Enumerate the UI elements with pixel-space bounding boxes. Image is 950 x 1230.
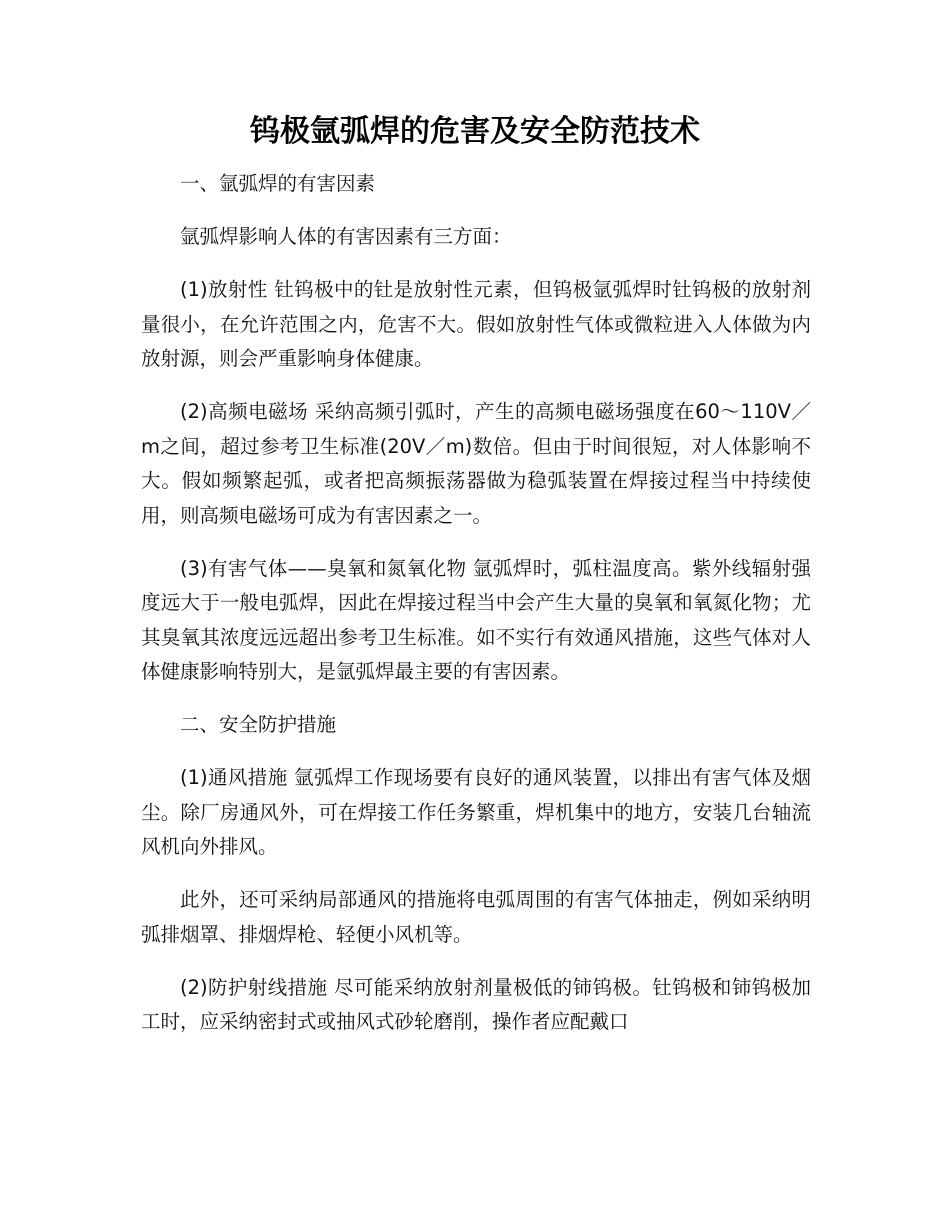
paragraph-radiation-protection: (2)防护射线措施 尽可能采纳放射剂量极低的铈钨极。钍钨极和铈钨极加工时，应采纳密封式或抽风式砂轮磨削，操作者应配戴口 — [141, 975, 811, 1033]
paragraph-high-frequency-field: (2)高频电磁场 采纳高频引弧时，产生的高频电磁场强度在60～110V／m之间，超过参考卫生标准(20V／m)数倍。但由于时间很短，对人体影响不大。假如频繁起弧，或者把高频振荡器做为稳弧装置在焊接过程当中持续使用，则高频电磁场可成为有害因素之一。 — [141, 400, 811, 527]
section-heading-protection: 二、安全防护措施 — [180, 713, 337, 736]
document-title: 钨极氩弧焊的危害及安全防范技术 — [250, 114, 700, 149]
paragraph-radioactivity: (1)放射性 钍钨极中的钍是放射性元素，但钨极氩弧焊时钍钨极的放射剂量很小，在允许范围之内，危害不大。假如放射性气体或微粒进入人体做为内放射源，则会严重影响身体健康。 — [141, 278, 811, 370]
paragraph-ventilation: (1)通风措施 氩弧焊工作现场要有良好的通风装置，以排出有害气体及烟尘。除厂房通风外，可在焊接工作任务繁重，焊机集中的地方，安装几台轴流风机向外排风。 — [141, 766, 811, 858]
paragraph-harmful-gases: (3)有害气体——臭氧和氮氧化物 氩弧焊时，弧柱温度高。紫外线辐射强度远大于一般电弧焊，因此在焊接过程当中会产生大量的臭氧和氧氮化物；尤其臭氧其浓度远远超出参考卫生标准。如不实行有效通风措施，这些气体对人体健康影响特别大，是氩弧焊最主要的有害因素。 — [141, 556, 811, 683]
section-heading-hazards: 一、氩弧焊的有害因素 — [180, 172, 376, 195]
paragraph-local-ventilation: 此外，还可采纳局部通风的措施将电弧周围的有害气体抽走，例如采纳明弧排烟罩、排烟焊枪、轻便小风机等。 — [141, 888, 811, 946]
document-body — [141, 167, 811, 1058]
paragraph-intro: 氩弧焊影响人体的有害因素有三方面： — [180, 225, 512, 248]
